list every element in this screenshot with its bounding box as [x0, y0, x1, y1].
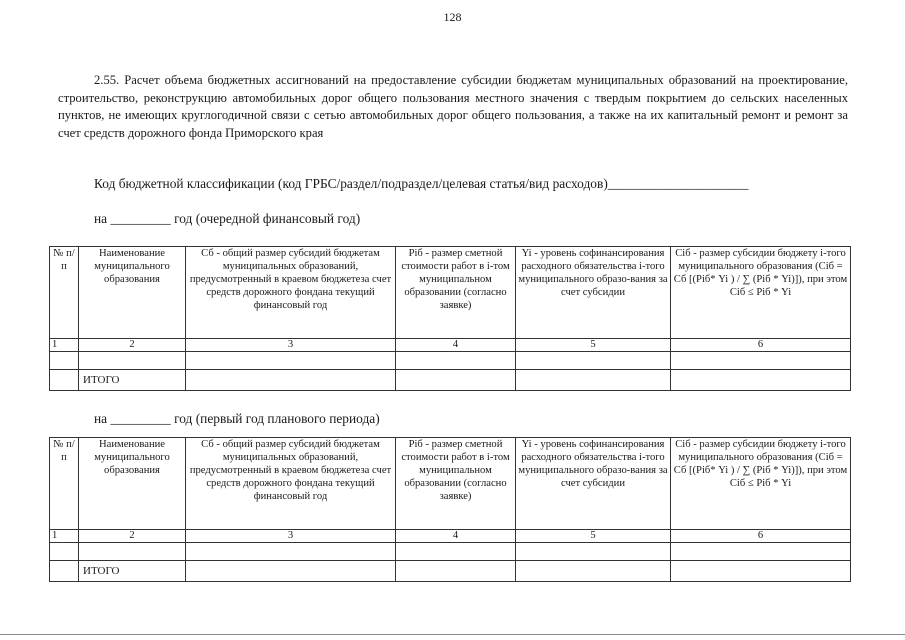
- column-number: 2: [79, 530, 186, 543]
- table-cell: [671, 561, 851, 582]
- budget-classification-code-line: Код бюджетной классификации (код ГРБС/раздел/подраздел/целевая статья/вид расходов)_____________________: [94, 176, 749, 191]
- table-cell: [516, 543, 671, 561]
- header-municipality-name: Наименование муниципального образования: [79, 247, 186, 339]
- table-header-row: [50, 438, 851, 530]
- year-line-planning: на _________ год (первый год планового периода): [94, 411, 380, 426]
- table-cell: [186, 352, 396, 370]
- subsidy-table-current-year: [49, 246, 851, 391]
- column-number: 6: [671, 339, 851, 352]
- header-cofinancing-level: Yi - уровень софинансирования расходного обязательства i-того муниципального образо-вания за счет субсидии: [516, 438, 671, 530]
- year-line-current: на _________ год (очередной финансовый год): [94, 211, 361, 226]
- page-bottom-rule: [0, 634, 905, 635]
- header-total-subsidy: Сб - общий размер субсидий бюджетам муниципальных образований, предусмотренный в краевом бюджетеза счет средств дорожного фондана текущий финансовый год: [186, 247, 396, 339]
- table-cell: [50, 561, 79, 582]
- table-cell: [516, 370, 671, 391]
- table-cell: [396, 543, 516, 561]
- page-number: 128: [443, 10, 462, 24]
- table-cell: [186, 370, 396, 391]
- table-cell: [50, 352, 79, 370]
- column-number: 2: [79, 339, 186, 352]
- table-cell: [50, 370, 79, 391]
- header-municipality-name: Наименование муниципального образования: [79, 438, 186, 530]
- table-cell: [396, 561, 516, 582]
- table-header-row: [50, 247, 851, 339]
- table-cell: [671, 352, 851, 370]
- header-estimated-cost: Piб - размер сметной стоимости работ в i-том муниципальном образовании (согласно заявке): [396, 438, 516, 530]
- header-number: № п/п: [50, 247, 79, 339]
- total-row: [50, 370, 851, 391]
- column-number: 3: [186, 530, 396, 543]
- table-cell: [671, 370, 851, 391]
- column-number: 3: [186, 339, 396, 352]
- table-cell: [186, 561, 396, 582]
- header-total-subsidy: Сб - общий размер субсидий бюджетам муниципальных образований, предусмотренный в краевом бюджетеза счет средств дорожного фондана текущий финансовый год: [186, 438, 396, 530]
- column-number: 1: [50, 339, 79, 352]
- table-cell: [50, 543, 79, 561]
- table-cell: [516, 561, 671, 582]
- header-number: № п/п: [50, 438, 79, 530]
- table-row: [50, 543, 851, 561]
- total-row: [50, 561, 851, 582]
- table-cell: [516, 352, 671, 370]
- column-number: 6: [671, 530, 851, 543]
- header-subsidy-amount: Ciб - размер субсидии бюджету i-того муниципального образования (Ciб = Сб [(Piб* Yi ) / ∑ (Piб * Yi)]), при этом Ciб ≤ Piб * Yi: [671, 247, 851, 339]
- total-label: ИТОГО: [79, 561, 186, 582]
- table-cell: [396, 370, 516, 391]
- column-numbers-row: [50, 339, 851, 352]
- table-cell: [79, 543, 186, 561]
- column-number: 4: [396, 530, 516, 543]
- column-number: 5: [516, 530, 671, 543]
- column-number: 4: [396, 339, 516, 352]
- header-cofinancing-level: Yi - уровень софинансирования расходного обязательства i-того муниципального образо-вания за счет субсидии: [516, 247, 671, 339]
- table-cell: [186, 543, 396, 561]
- header-subsidy-amount: Ciб - размер субсидии бюджету i-того муниципального образования (Ciб = Сб [(Piб* Yi ) / ∑ (Piб * Yi)]), при этом Ciб ≤ Piб * Yi: [671, 438, 851, 530]
- table-cell: [79, 352, 186, 370]
- column-number: 1: [50, 530, 79, 543]
- column-numbers-row: [50, 530, 851, 543]
- column-number: 5: [516, 339, 671, 352]
- table-row: [50, 352, 851, 370]
- total-label: ИТОГО: [79, 370, 186, 391]
- table-cell: [396, 352, 516, 370]
- table-cell: [671, 543, 851, 561]
- subsidy-table-planning-year: [49, 437, 851, 582]
- header-estimated-cost: Piб - размер сметной стоимости работ в i-том муниципальном образовании (согласно заявке): [396, 247, 516, 339]
- section-paragraph: 2.55. Расчет объема бюджетных ассигнований на предоставление субсидии бюджетам муниципальных образований на проектирование, строительство, реконструкцию автомобильных дорог общего пользования местного значения с твердым покрытием до сельских населенных пунктов, не имеющих круглогодичной связи с сетью автомобильных дорог общего пользования, а также на их капитальный ремонт и ремонт за счет средств дорожного фонда Приморского края: [58, 73, 848, 140]
